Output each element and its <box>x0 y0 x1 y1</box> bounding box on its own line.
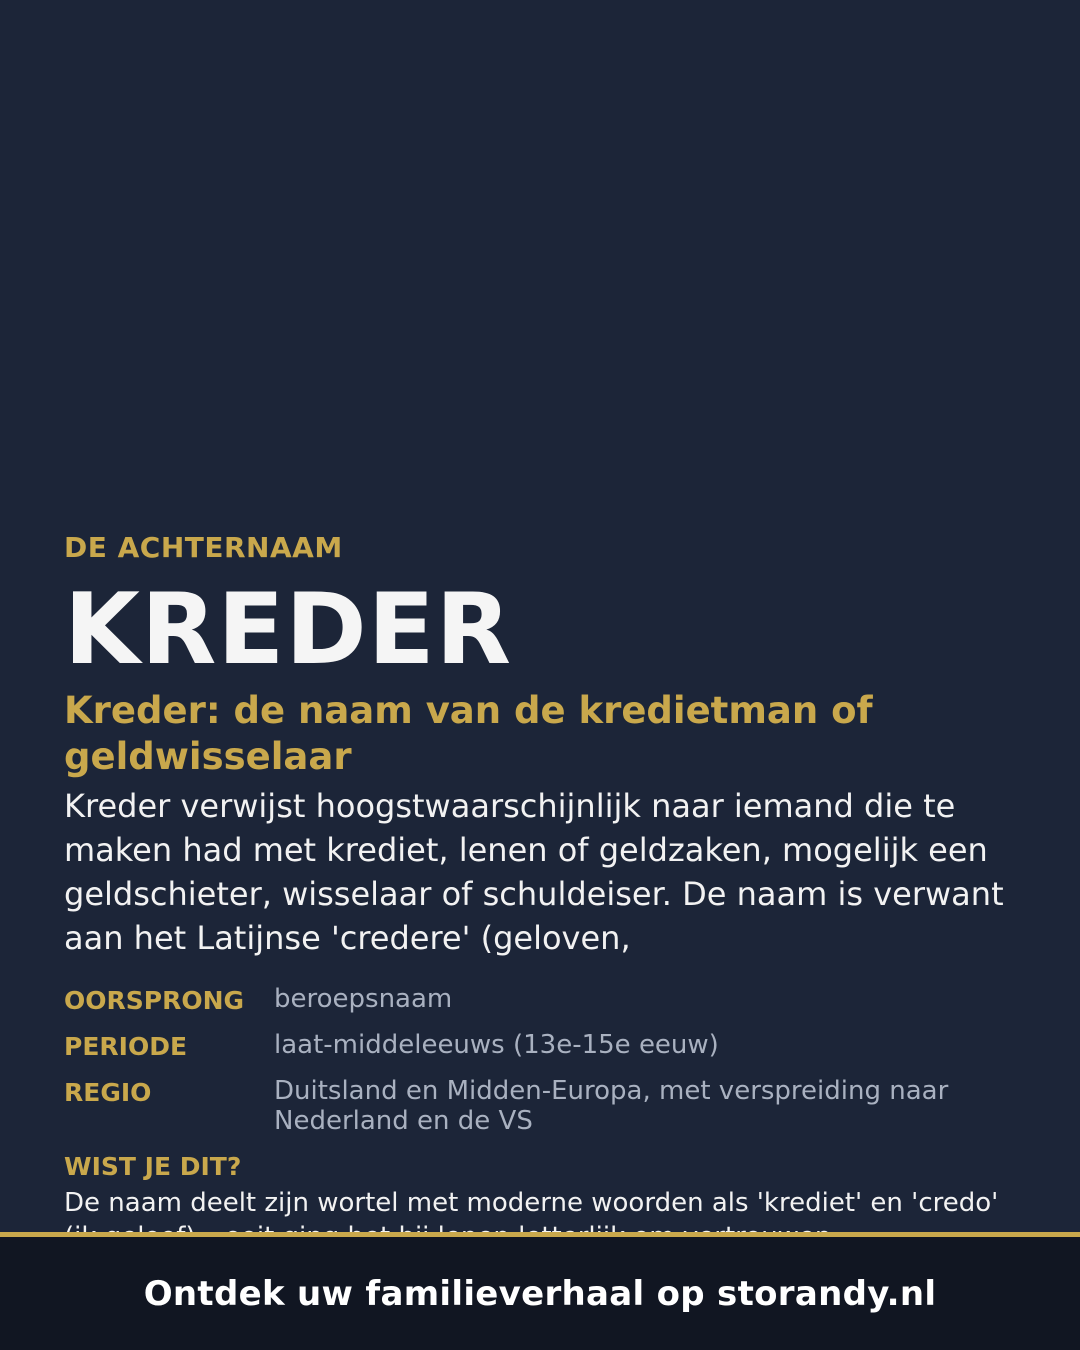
fact-label: REGIO <box>64 1078 152 1107</box>
footer-banner <box>0 1232 1080 1350</box>
trivia-title: WIST JE DIT? <box>64 1152 242 1181</box>
surname-title: KREDER <box>64 573 513 687</box>
trivia-text: De naam deelt zijn wortel met moderne woorden als 'krediet' en 'credo' <box>64 1188 999 1218</box>
footer-cta-link[interactable]: Ontdek uw familieverhaal op storandy.nl <box>143 1273 937 1314</box>
fact-value: beroepsnaam <box>274 984 453 1014</box>
fact-value: Duitsland en Midden-Europa, met verspreiding naar Nederland en de VS <box>274 1076 949 1136</box>
facts-list <box>64 984 1016 1136</box>
surname-card <box>64 530 1016 1254</box>
headline: Kreder: de naam van de kredietman of geldwisselaar <box>64 689 873 778</box>
description-text: Kreder verwijst hoogstwaarschijnlijk naar iemand die te maken had met krediet, lenen of geldzaken, mogelijk een geldschieter, wisselaar of schuldeiser. De naam is verwant aan het Latijnse 'credere' (geloven, <box>64 787 1004 957</box>
fact-label: OORSPRONG <box>64 986 245 1015</box>
fact-row-origin <box>64 984 1016 1016</box>
fact-row-period <box>64 1030 1016 1062</box>
fact-label: PERIODE <box>64 1032 188 1061</box>
eyebrow-label: DE ACHTERNAAM <box>64 531 343 564</box>
fact-row-region <box>64 1076 1016 1136</box>
fact-value: laat-middeleeuws (13e-15e eeuw) <box>274 1030 719 1060</box>
